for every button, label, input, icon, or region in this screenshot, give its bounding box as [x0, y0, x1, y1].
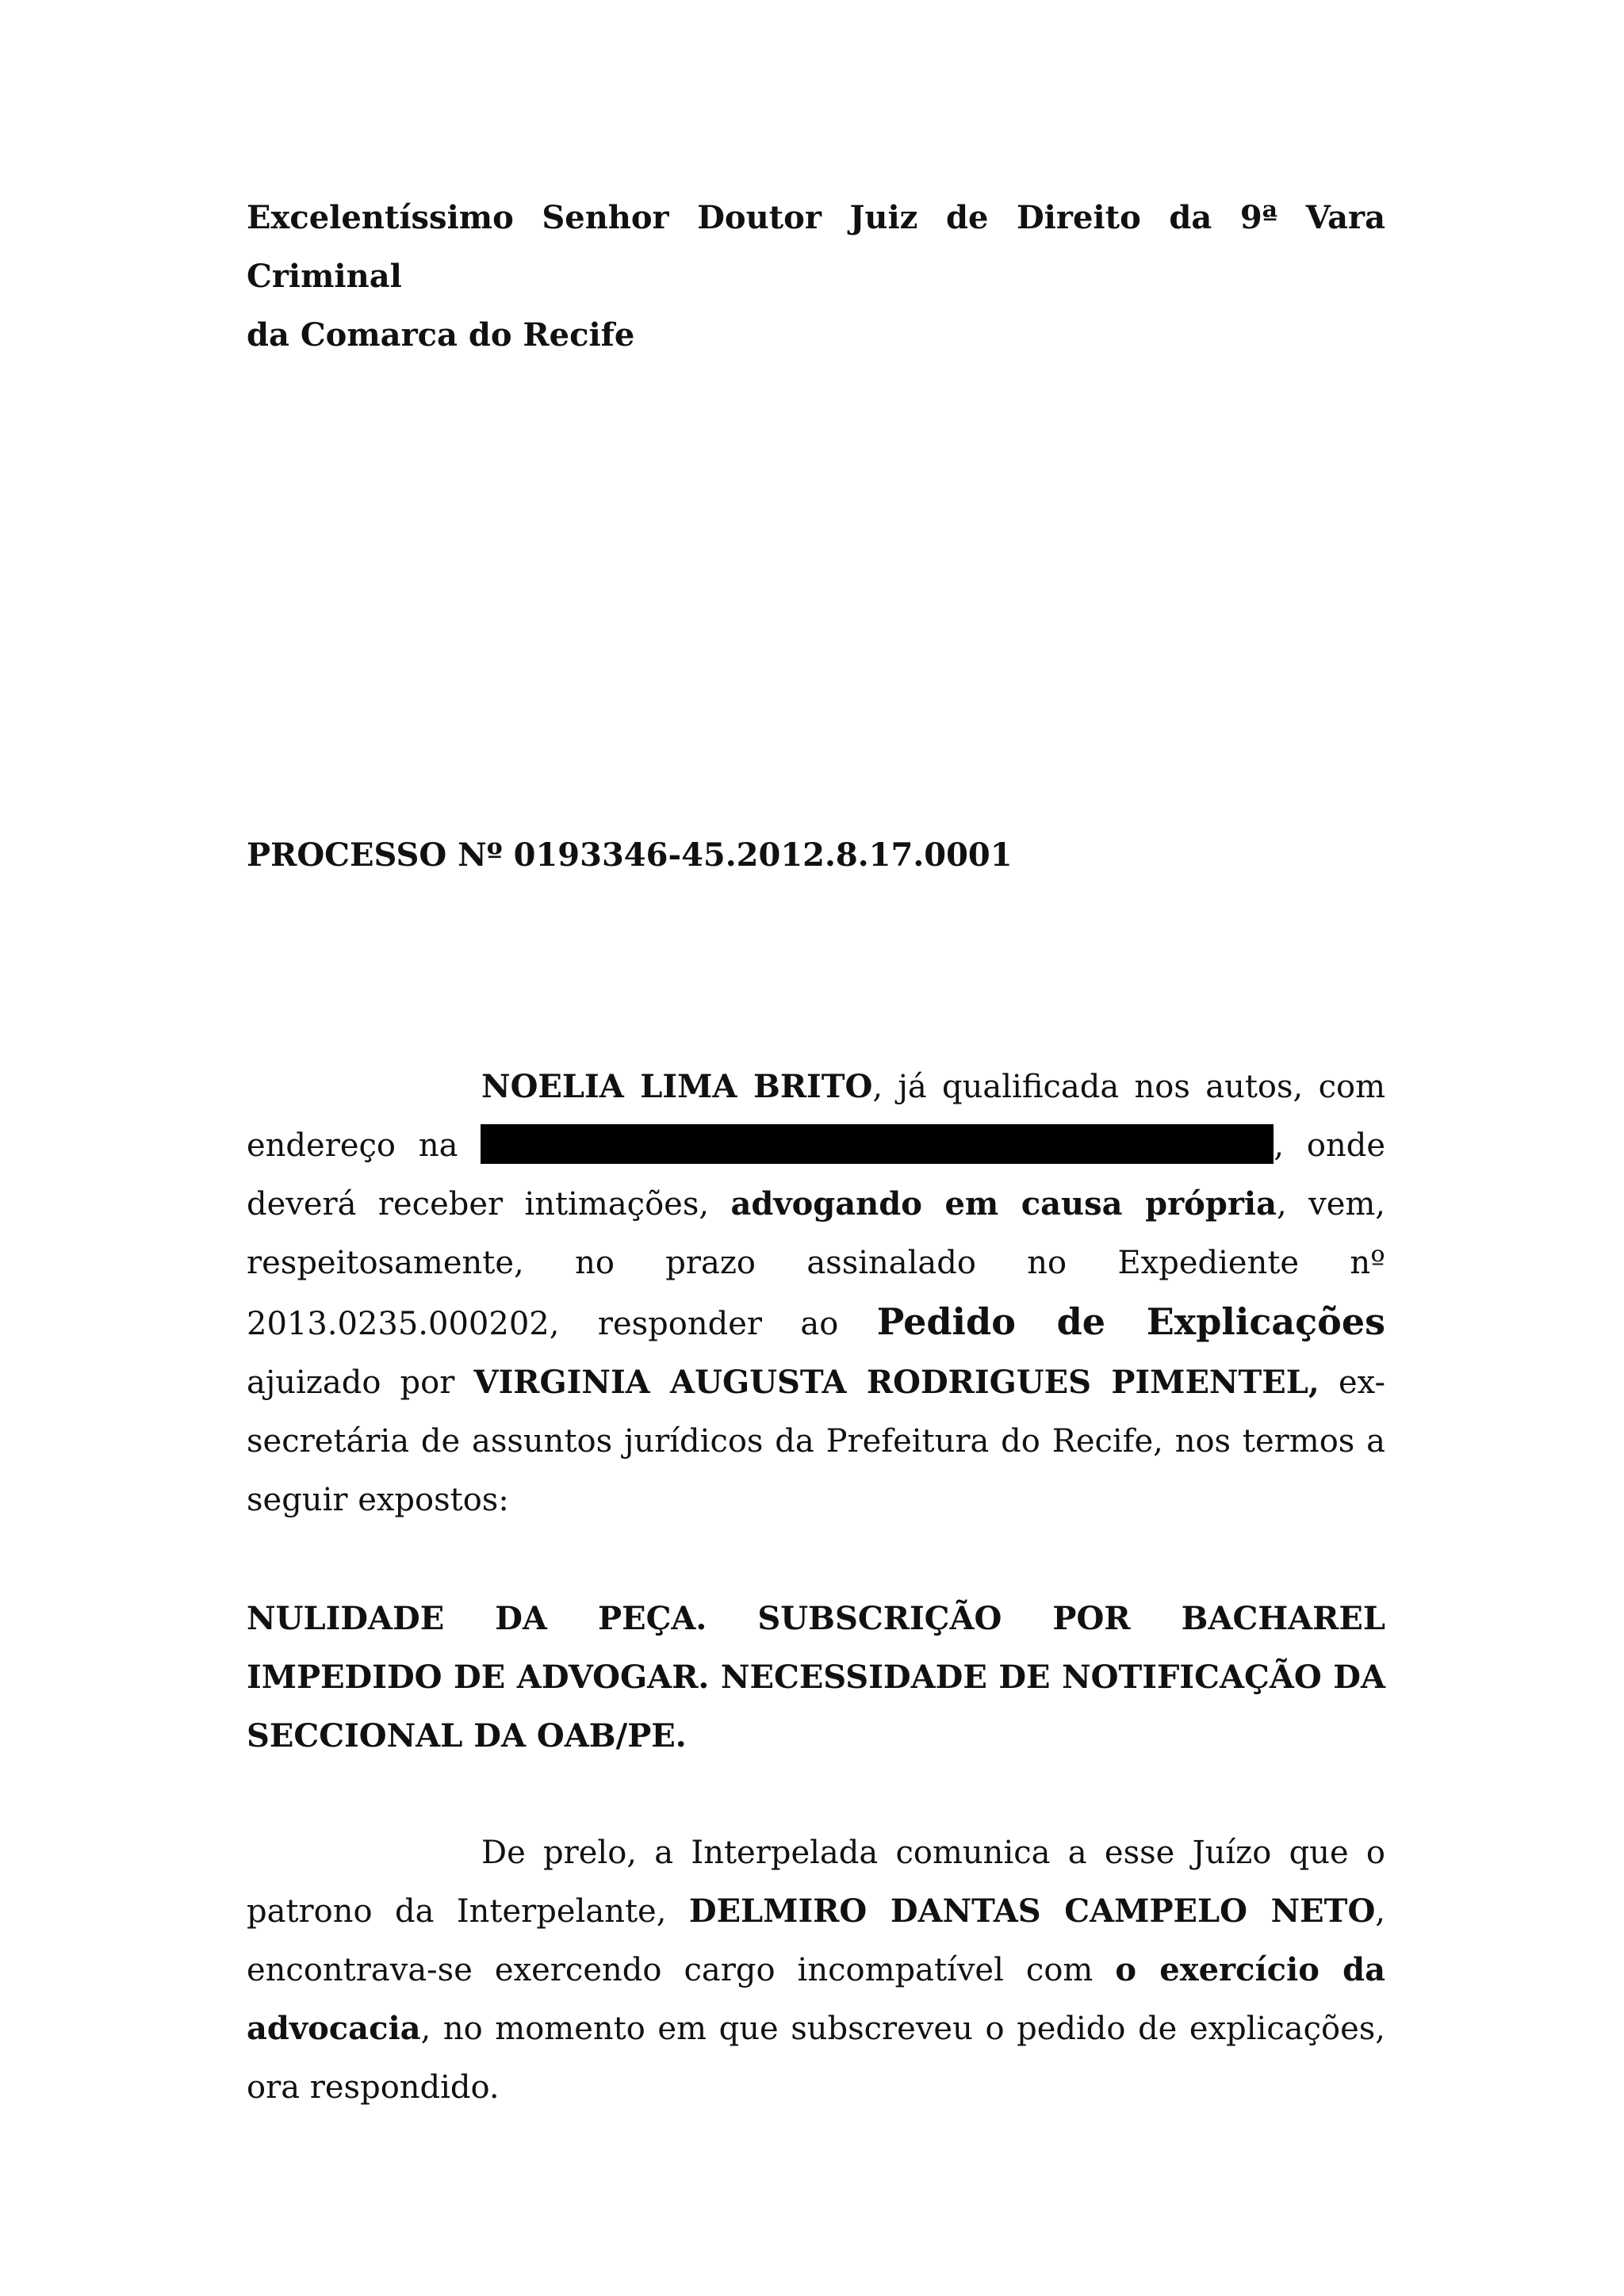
- process-number: PROCESSO Nº 0193346-45.2012.8.17.0001: [247, 836, 1013, 874]
- intro-text-4: ajuizado por: [247, 1364, 474, 1401]
- intro-text-1: , já qualificada nos autos, com endereço na: [247, 1069, 1386, 1164]
- plaintiff-name: VIRGINIA AUGUSTA RODRIGUES PIMENTEL,: [473, 1364, 1320, 1401]
- intro-text-3: , vem, respeitosamente, no prazo assinalado no Expediente nº 2013.0235.000202, responder ao: [247, 1186, 1386, 1342]
- body-paragraph: [247, 1823, 1385, 2117]
- intro-text-2: , onde deverá receber intimações,: [247, 1127, 1385, 1223]
- body-text-3: , no momento em que subscreveu o pedido de explicações, ora respondido.: [247, 2011, 1385, 2106]
- addressee-line-1: Excelentíssimo Senhor Doutor Juiz de Direito da 9ª Vara Criminal: [247, 199, 1385, 295]
- intro-text-5: ex-secretária de assuntos jurídicos da Prefeitura do Recife, nos termos a seguir expostos:: [247, 1364, 1386, 1518]
- body-text-2: , encontrava-se exercendo cargo incompatível com: [247, 1893, 1385, 1988]
- lawyer-name: DELMIRO DANTAS CAMPELO NETO: [688, 1892, 1376, 1930]
- own-cause-emphasis: advogando em causa própria: [730, 1185, 1277, 1223]
- respondent-name: NOELIA LIMA BRITO: [481, 1068, 873, 1105]
- addressee-line-2: da Comarca do Recife: [247, 316, 635, 354]
- body-text-1: De prelo, a Interpelada comunica a esse Juízo que o patrono da Interpelante,: [247, 1835, 1385, 1930]
- redacted-address-block: [481, 1124, 1274, 1164]
- request-title: Pedido de Explicações: [876, 1300, 1385, 1343]
- exercise-emphasis: o exercício da advocacia: [247, 1951, 1385, 2047]
- section-heading: NULIDADE DA PEÇA. SUBSCRIÇÃO POR BACHAREL IMPEDIDO DE ADVOGAR. NECESSIDADE DE NOTIFICAÇÃO DA SECCIONAL DA OAB/PE.: [247, 1600, 1385, 1755]
- addressee-heading: [247, 189, 1385, 365]
- intro-paragraph: [247, 1058, 1385, 1529]
